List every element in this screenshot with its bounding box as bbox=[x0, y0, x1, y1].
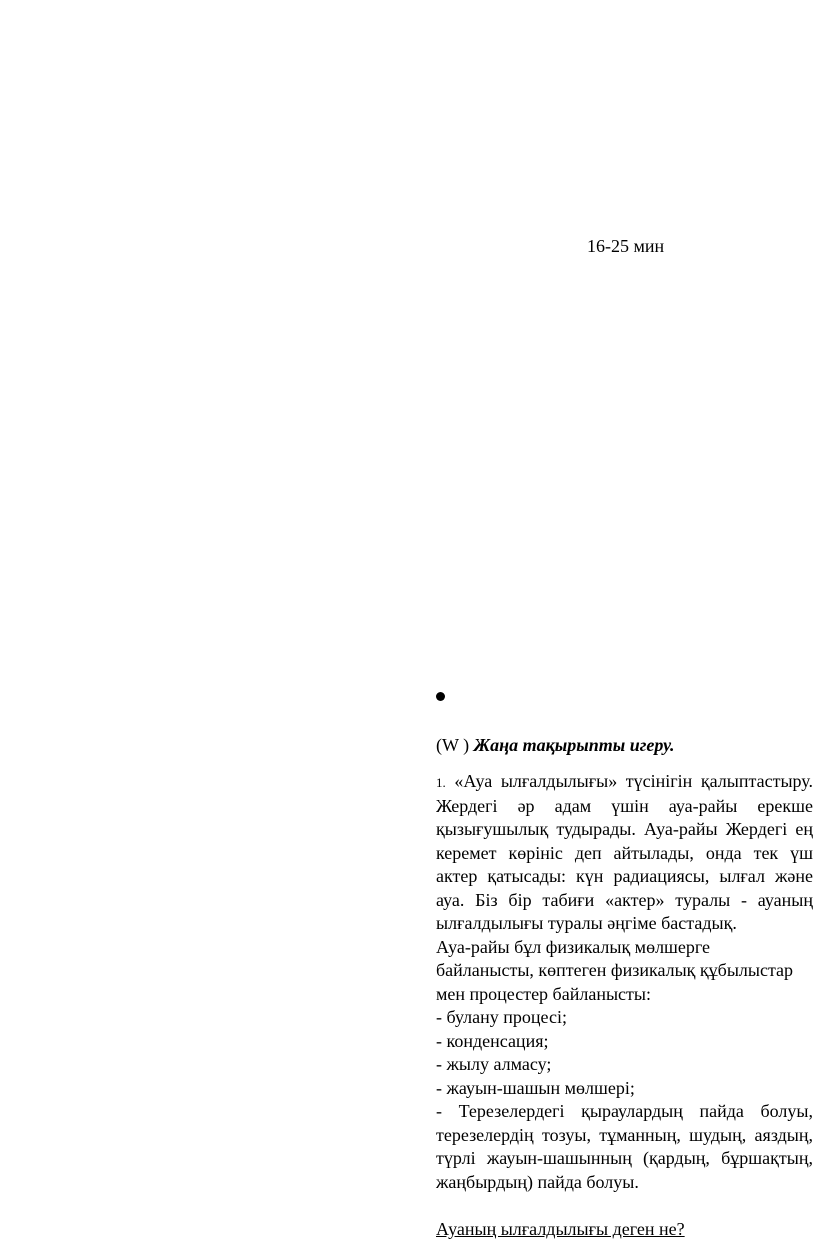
lesson-content bbox=[436, 734, 813, 1242]
list-item: - жауын-шашын мөлшері; bbox=[436, 1077, 635, 1098]
list-item: - конденсация; bbox=[436, 1030, 549, 1051]
paragraph-text: «Ауа ылғалдылығы» түсінігін қалыптастыру. Жердегі әр адам үшін ауа-райы ерекше қызығушылық тудырады. Ауа-райы Жердегі ең керемет көрініс деп айтылады, онда тек үш актер қатысады: күн радиациясы, ылғал және ауа. Біз бір табиғи «актер» туралы - ауаның ылғалдылығы туралы әңгіме бастадық. bbox=[436, 771, 814, 933]
section-heading bbox=[436, 734, 813, 757]
intro-line-1: Ауа-райы бұл физикалық мөлшерге bbox=[436, 936, 711, 957]
intro-line-3: мен процестер байланысты: bbox=[436, 983, 651, 1004]
intro-line-2: байланысты, көптеген физикалық құбылыстар bbox=[436, 960, 794, 980]
section-label: (W ) bbox=[436, 735, 470, 755]
bullet-icon bbox=[436, 692, 445, 701]
list-item: - булану процесі; bbox=[436, 1007, 567, 1027]
list-item: - Терезелердегі қыраулардың пайда болуы, терезелердің тозуы, тұманның, шудың, аяздың, түрлі жауын-шашынның (қардың, бұршақтың, жаңбырдың) пайда болуы. bbox=[436, 1101, 813, 1192]
paragraph-number: 1. bbox=[436, 775, 446, 790]
phenomena-list bbox=[436, 1006, 813, 1194]
duration-label: 16-25 мин bbox=[587, 236, 665, 256]
list-item: - жылу алмасу; bbox=[436, 1054, 552, 1074]
section-topic: Жаңа тақырыпты игеру. bbox=[473, 735, 675, 755]
question-heading: Ауаның ылғалдылығы деген не? bbox=[436, 1219, 685, 1239]
intro-paragraph bbox=[436, 770, 813, 936]
